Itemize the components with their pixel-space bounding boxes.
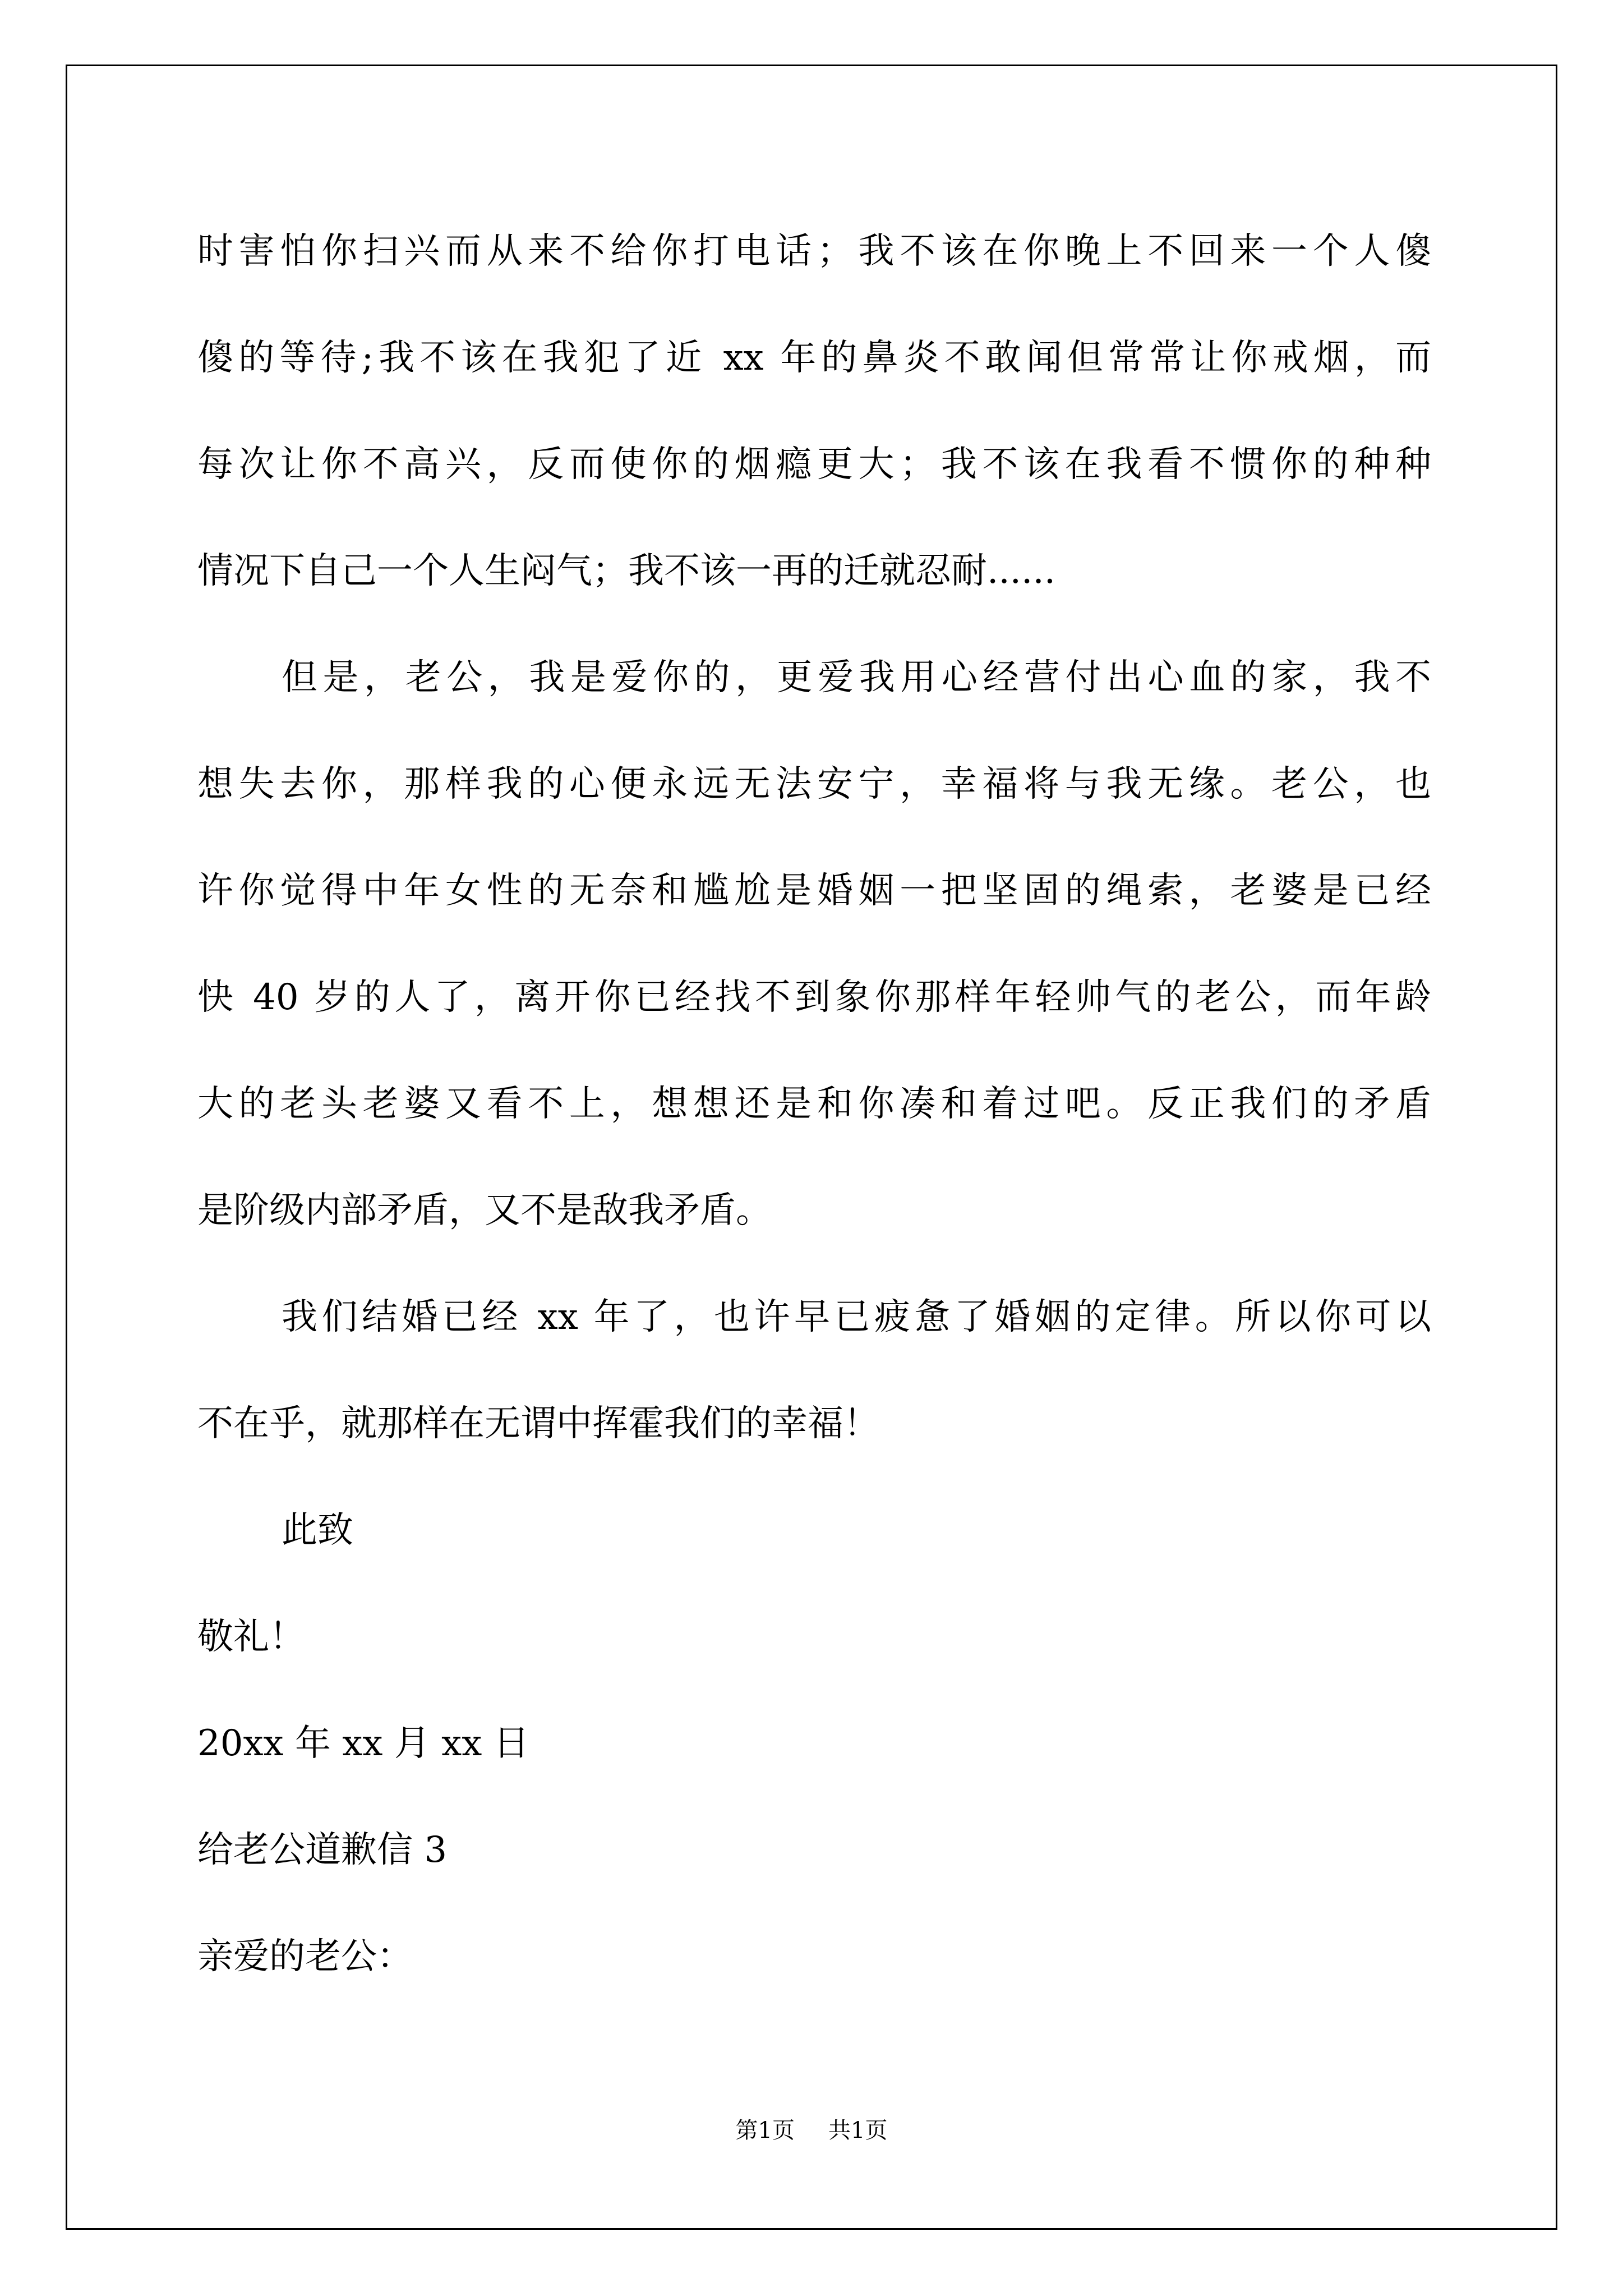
next-letter-title: 给老公道歉信 3 bbox=[197, 1829, 448, 1871]
page-number-current: 第1页 bbox=[735, 2118, 795, 2143]
paragraph-2-line-5: 大的老头老婆又看不上，想想还是和你凑和着过吧。反正我们的矛盾 bbox=[197, 1083, 1431, 1125]
page-footer bbox=[0, 2114, 1623, 2147]
date-text: 20xx 年 xx 月 xx 日 bbox=[197, 1723, 529, 1764]
paragraph-3-line-1: 我们结婚已经 xx 年了，也许早已疲惫了婚姻的定律。所以你可以 bbox=[282, 1296, 1431, 1338]
page-number-total: 共1页 bbox=[828, 2118, 888, 2143]
paragraph-2-line-6: 是阶级内部矛盾，又不是敌我矛盾。 bbox=[197, 1190, 772, 1231]
paragraph-1-line-2: 傻的等待;我不该在我犯了近 xx 年的鼻炎不敢闻但常常让你戒烟，而 bbox=[197, 337, 1431, 379]
paragraph-1-line-3: 每次让你不高兴，反而使你的烟瘾更大；我不该在我看不惯你的种种 bbox=[197, 444, 1431, 485]
paragraph-1-line-4: 情况下自己一个人生闷气；我不该一再的迁就忍耐...... bbox=[197, 550, 1056, 592]
paragraph-2-line-2: 想失去你，那样我的心便永远无法安宁，幸福将与我无缘。老公，也 bbox=[197, 763, 1431, 805]
closing-text: 此致 bbox=[282, 1510, 353, 1551]
paragraph-2-line-1: 但是，老公，我是爱你的，更爱我用心经营付出心血的家，我不 bbox=[282, 657, 1431, 698]
paragraph-3-line-2: 不在乎，就那样在无谓中挥霍我们的幸福！ bbox=[197, 1403, 879, 1444]
next-letter-greeting: 亲爱的老公： bbox=[197, 1936, 413, 1977]
paragraph-2-line-4: 快 40 岁的人了，离开你已经找不到象你那样年轻帅气的老公，而年龄 bbox=[197, 977, 1431, 1018]
paragraph-1-line-1: 时害怕你扫兴而从来不给你打电话；我不该在你晚上不回来一个人傻 bbox=[197, 231, 1431, 272]
page-border bbox=[66, 65, 1557, 2230]
salutation-text: 敬礼！ bbox=[197, 1616, 305, 1658]
paragraph-2-line-3: 许你觉得中年女性的无奈和尴尬是婚姻一把坚固的绳索，老婆是已经 bbox=[197, 870, 1431, 912]
